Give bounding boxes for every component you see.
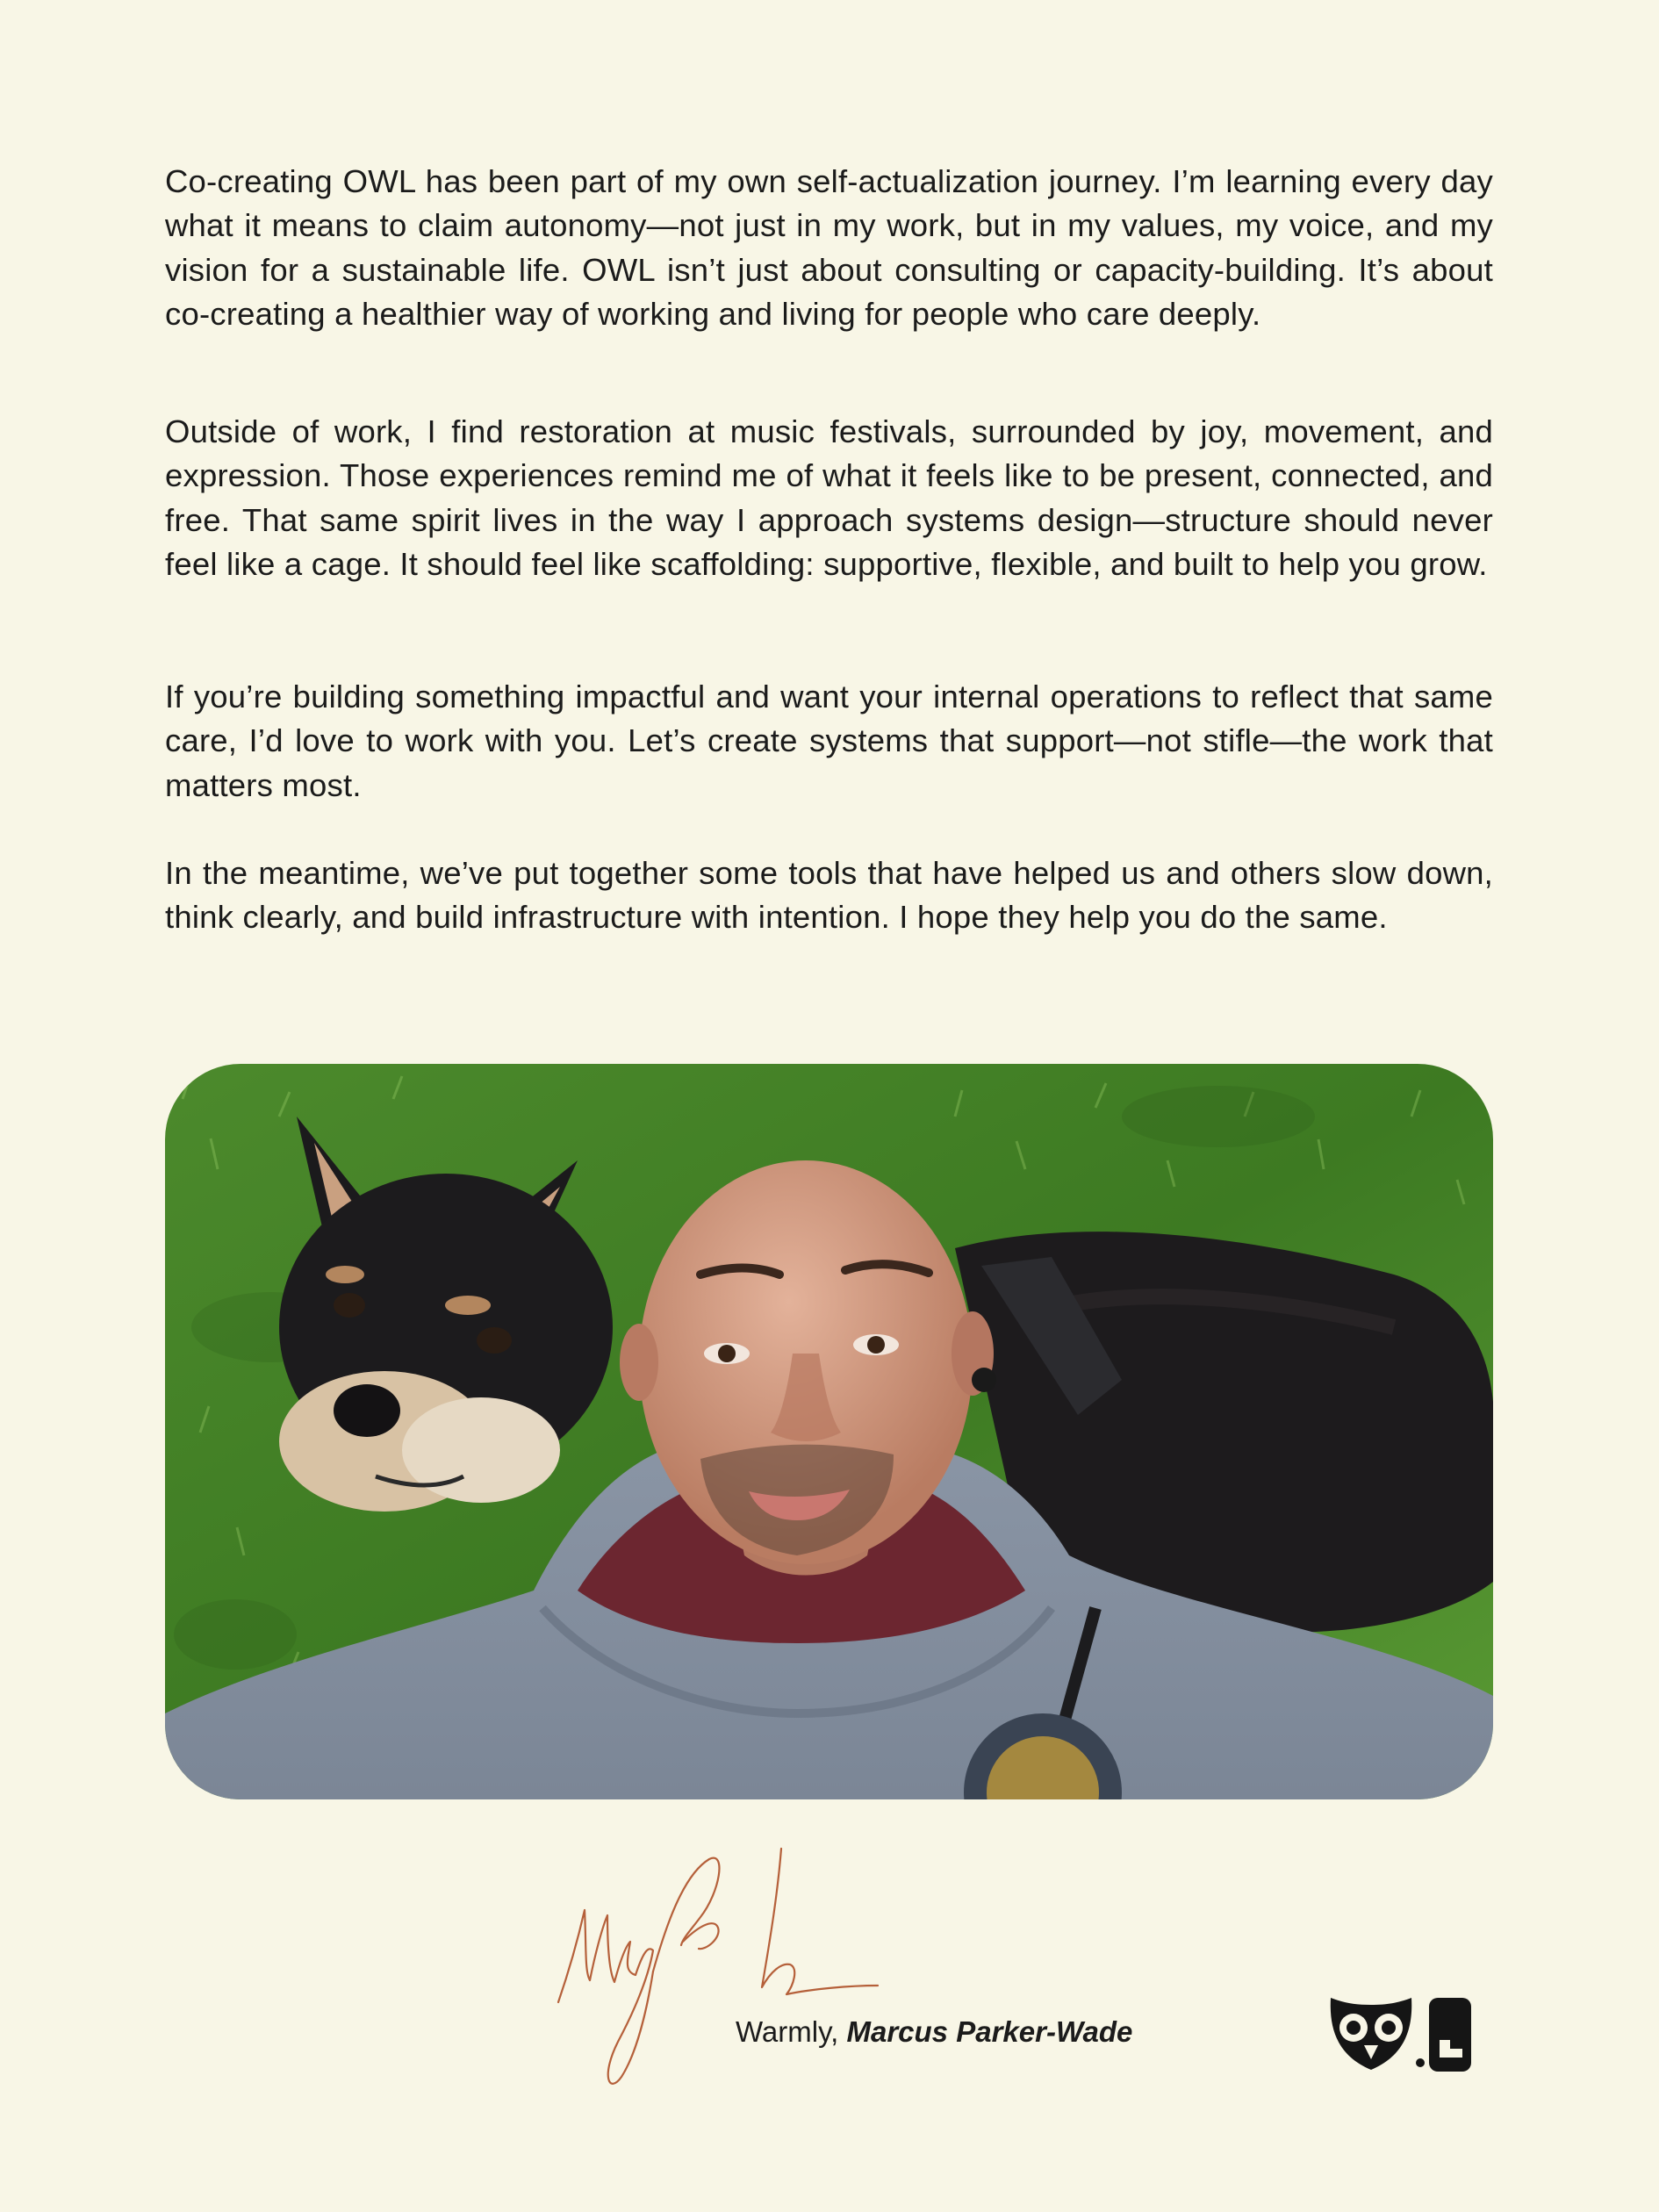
owl-logo [1327,1994,1475,2073]
signoff-name: Marcus Parker-Wade [846,2015,1133,2048]
l-mark-icon [1429,1998,1471,2072]
handwritten-signature [551,1840,885,2094]
letter-paragraph-3: If you’re building something impactful and want your internal operations to reflect that same care, I’d love to work with you. Let’s create systems that support—not stifle—the work that matters most. [165,679,1493,803]
signoff [736,2015,1132,2049]
signoff-greeting: Warmly, [736,2015,839,2048]
letter-paragraph-4: In the meantime, we’ve put together some tools that have helped us and others slow down, think clearly, and build infrastructure with intention. I hope they help you do the same. [165,855,1493,936]
letter-paragraph-1: Co-creating OWL has been part of my own self-actualization journey. I’m learning every day what it means to claim autonomy—not just in my work, but in my values, my voice, and my vision for a sustainable life. OWL isn’t just about consulting or capacity-building. It’s about co-creating a healthier way of working and living for people who care deeply. [165,163,1493,332]
owl-icon [1331,1998,1411,2070]
author-photo [165,1064,1493,1799]
letter-paragraph-2: Outside of work, I find restoration at music festivals, surrounded by joy, movement, and expression. Those experiences remind me of what it feels like to be present, connected, and free. That same spirit lives in the way I approach systems design—structure should never feel like a cage. It should feel like scaffolding: supportive, flexible, and built to help you grow. [165,413,1493,582]
